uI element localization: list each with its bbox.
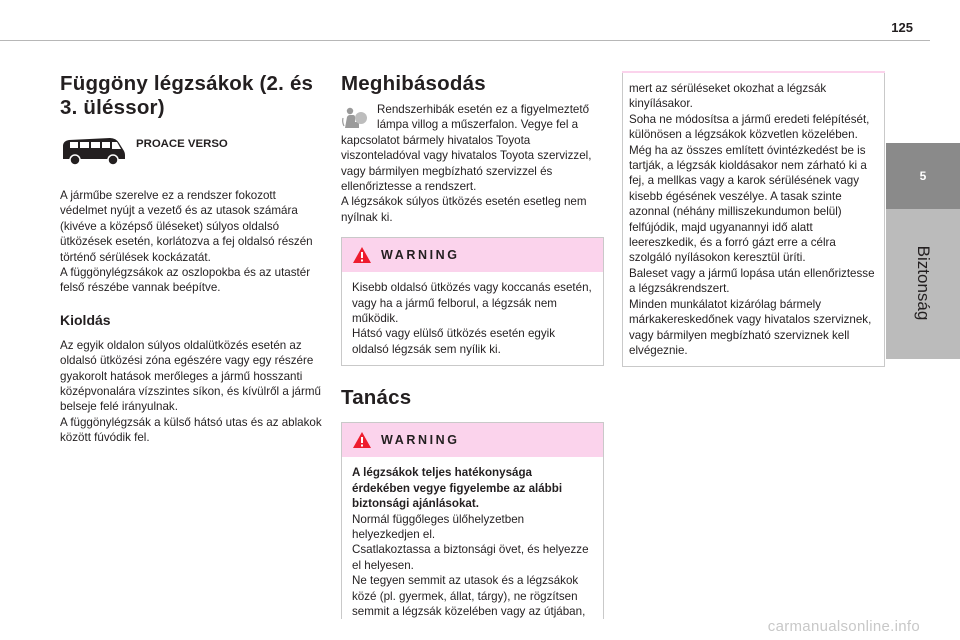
warning-text: Normál függőleges ülőhelyzetben helyezkedjen el. Csatlakoztassa a biztonsági övet, és helyezze el helyesen. Ne tegyen semmit az utasok és a légzsákok közé (pl. gyermek, állat, tárgy), ne rögzítsen semmit a légzsák közelében vagy az útjában, [352,512,589,618]
deploy-text: Az egyik oldalon súlyos oldalütközés esetén az oldalsó ütközési zóna egészére vagy egy részére gyakorolt hatások merőleges a jármű hosszanti középvonalára vízszintes síkon, és kívülről a jármű belseje felé irányulnak. A függönylégzsák a külső hátsó utas és az ablakok között fúvódik fel. [60,338,322,445]
airbag-warning-lamp-icon [341,106,369,130]
header-divider [0,40,930,41]
model-row [60,134,322,166]
advice-title: Tanács [341,386,412,410]
fault-title: Meghibásodás [341,72,486,95]
warning-text: Kisebb oldalsó ütközés vagy koccanás esetén, vagy ha a jármű felborul, a légzsák nem működik. Hátsó vagy elülső ütközés esetén egyik oldalsó légzsák sem nyílik ki. [352,281,592,356]
warning-header [342,423,603,457]
warning-header [342,238,603,272]
continued-text: mert az sérüléseket okozhat a légzsák kinyílásakor. Soha ne módosítsa a jármű eredeti felépítését, különösen a légzsákok közvetlen közelében. Még ha az összes említett óvintézkedést be is tartják, a légzsák kioldásakor nem zárható ki a fej, a mellkas vagy a karok sérülésének vagy kisebb égésének veszélye. A tasak szinte azonnal (néhány milliszekundumon belül) felfújódik, majd ugyanannyi idő alatt leereszkedik, és a forró gázt erre a célra szolgáló nyílásokon keresztül üríti. Baleset vagy a jármű lopása után ellenőriztesse a légzsákrendszert. Minden munkálatot kizárólag bármely márkakereskedőnek vagy hivatalos szerviznek, vagy bármilyen megbízható szerviznek kell elvégeznie. [629,82,875,357]
subheading-deploy: Kioldás [60,311,111,328]
section-title: Függöny légzsákok (2. és 3. üléssor) [60,72,314,119]
warning-triangle-icon [352,431,372,449]
warning-bold-text: A légzsákok teljes hatékonysága érdekében vegye figyelembe az alábbi biztonsági ajánlásokat. [352,466,563,511]
column-fault-advice [341,72,604,619]
continued-warning-box [622,73,885,367]
warning-body [342,457,603,619]
warning-triangle-icon [352,246,372,264]
intro-text: A járműbe szerelve ez a rendszer fokozott védelmet nyújt a vezető és az utasok számára (kivéve a középső üléseket) súlyos oldalsó ütközések esetén, korlátozva a fej oldalsó részén történő sérülések kockázatát. A függönylégzsákok az oszlopokba és az utastér felső részébe vannak beépítve. [60,189,313,295]
chapter-tab[interactable] [886,143,960,359]
model-label: PROACE VERSO [136,138,228,150]
page-number: 125 [891,20,913,35]
watermark: carmanualsonline.info [767,618,920,635]
column-curtain-airbags [60,72,322,446]
warning-title: WARNING [381,248,460,263]
warning-title: WARNING [381,433,460,448]
warning-body [342,272,603,365]
fault-text: Rendszerhibák esetén ez a figyelmeztető lámpa villog a műszerfalon. Vegye fel a kapcsolatot bármely hivatalos Toyota viszonteladóval vagy hivatalos Toyota szervizzel, vagy bármilyen megbízható szervizzel és ellenőriztesse a rendszert. A légzsákok súlyos ütközés esetén esetleg nem nyílnak ki. [341,103,592,224]
fault-paragraph [341,102,604,225]
column-continued-warning [622,71,885,367]
warning-box-2 [341,422,604,619]
van-icon [60,134,126,166]
chapter-title: Biztonság [914,245,933,321]
warning-box-1 [341,237,604,366]
chapter-number: 5 [886,143,960,209]
